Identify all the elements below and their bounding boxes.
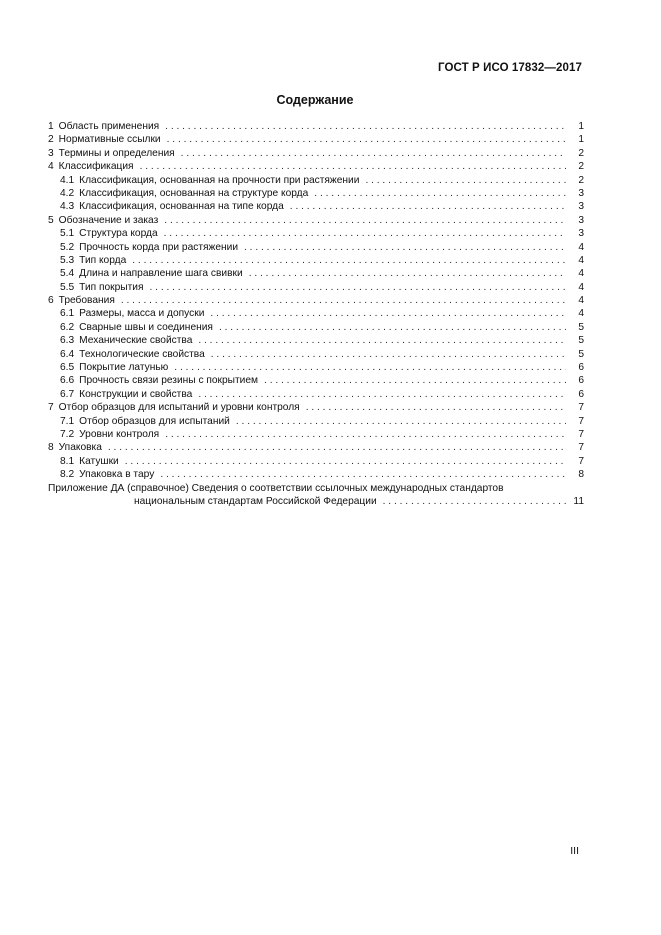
- toc-entry-page: 6: [578, 388, 584, 400]
- toc-entry-page: 6: [578, 362, 584, 374]
- toc-entry-label: Отбор образцов для испытаний: [79, 415, 230, 427]
- toc-entry[interactable]: [48, 187, 584, 200]
- table-of-contents: [48, 120, 584, 508]
- toc-entry-number: 6.3: [60, 335, 75, 347]
- toc-entry-page: 5: [578, 335, 584, 347]
- toc-entry-number: 8.2: [60, 469, 75, 481]
- toc-entry-label: Требования: [58, 295, 115, 307]
- toc-entry-page: 8: [578, 469, 584, 481]
- toc-entry-label: Область применения: [58, 121, 160, 132]
- toc-entry-page: 4: [578, 241, 584, 253]
- toc-entry-number: 8: [48, 442, 54, 454]
- toc-entry-page: 3: [578, 201, 584, 213]
- toc-entry-number: 5.2: [60, 241, 75, 253]
- toc-entry-number: 6.6: [60, 375, 75, 387]
- toc-title: Содержание: [276, 93, 354, 107]
- toc-entry-page: 7: [578, 442, 584, 454]
- toc-leader-dots: [290, 200, 566, 213]
- toc-entry-label: Классификация, основанная на прочности при растяжении: [79, 174, 360, 186]
- toc-entry-page: 1: [578, 134, 584, 146]
- toc-appendix-entry[interactable]: [48, 482, 584, 509]
- toc-entry[interactable]: [48, 227, 584, 240]
- toc-entry-page: 5: [578, 321, 584, 333]
- toc-entry-label: Технологические свойства: [79, 348, 205, 360]
- toc-leader-dots: [219, 321, 566, 334]
- toc-entry-number: 7.1: [60, 415, 75, 427]
- toc-entry-page: 3: [578, 214, 584, 226]
- toc-leader-dots: [165, 120, 566, 133]
- toc-entry[interactable]: [48, 267, 584, 280]
- toc-entry-label: Покрытие латунью: [79, 362, 169, 374]
- toc-entry-label: Отбор образцов для испытаний и уровни контроля: [58, 402, 300, 414]
- toc-entry[interactable]: [48, 388, 584, 401]
- toc-entry-number: 6: [48, 295, 54, 307]
- toc-entry-number: 5.1: [60, 228, 75, 240]
- toc-entry[interactable]: [48, 321, 584, 334]
- toc-entry-page: 3: [578, 228, 584, 240]
- toc-leader-dots: [264, 374, 566, 387]
- toc-entry[interactable]: [48, 428, 584, 441]
- toc-entry-page: 7: [578, 455, 584, 467]
- toc-entry-page: 4: [578, 295, 584, 307]
- toc-appendix-subtitle: национальным стандартам Российской Федерации: [134, 495, 377, 507]
- toc-leader-dots: [314, 187, 566, 200]
- toc-leader-dots: [174, 361, 566, 374]
- toc-leader-dots: [125, 455, 566, 468]
- toc-entry[interactable]: [48, 401, 584, 414]
- toc-leader-dots: [211, 348, 566, 361]
- toc-entry[interactable]: [48, 120, 584, 133]
- toc-entry[interactable]: [48, 241, 584, 254]
- toc-entry-number: 5: [48, 214, 54, 226]
- toc-appendix-title: Приложение ДА (справочное) Сведения о соответствии ссылочных международных стандартов: [48, 482, 504, 494]
- toc-entry-number: 2: [48, 134, 54, 146]
- toc-leader-dots: [198, 334, 566, 347]
- toc-entry[interactable]: [48, 294, 584, 307]
- toc-leader-dots: [383, 495, 566, 508]
- toc-entry-page: 4: [578, 268, 584, 280]
- toc-entry[interactable]: [48, 441, 584, 454]
- toc-leader-dots: [306, 401, 566, 414]
- toc-leader-dots: [132, 254, 566, 267]
- toc-entry-number: 4.2: [60, 187, 75, 199]
- toc-entry-number: 5.3: [60, 254, 75, 266]
- toc-entry[interactable]: [48, 307, 584, 320]
- toc-entry-page: 4: [578, 308, 584, 320]
- toc-leader-dots: [249, 267, 566, 280]
- toc-entry[interactable]: [48, 147, 584, 160]
- toc-leader-dots: [210, 307, 566, 320]
- toc-entry-page: 2: [578, 161, 584, 173]
- toc-entry-page: 5: [578, 348, 584, 360]
- toc-entry-number: 5.5: [60, 281, 75, 293]
- toc-leader-dots: [108, 441, 566, 454]
- toc-entry-page: 4: [578, 281, 584, 293]
- toc-entry-page: 6: [578, 375, 584, 387]
- toc-leader-dots: [164, 214, 566, 227]
- toc-entry[interactable]: [48, 214, 584, 227]
- toc-entry[interactable]: [48, 200, 584, 213]
- toc-entry-label: Длина и направление шага свивки: [79, 268, 243, 280]
- toc-leader-dots: [236, 415, 566, 428]
- toc-entry-label: Катушки: [79, 455, 119, 467]
- toc-leader-dots: [160, 468, 566, 481]
- toc-entry[interactable]: [48, 348, 584, 361]
- toc-leader-dots: [140, 160, 566, 173]
- toc-entry-number: 6.1: [60, 308, 75, 320]
- toc-entry-label: Нормативные ссылки: [58, 134, 161, 146]
- toc-entry-number: 3: [48, 147, 54, 159]
- toc-entry[interactable]: [48, 415, 584, 428]
- toc-entry-number: 4.1: [60, 174, 75, 186]
- toc-entry-label: Тип корда: [79, 254, 127, 266]
- toc-entry[interactable]: [48, 254, 584, 267]
- toc-entry-number: 6.5: [60, 362, 75, 374]
- toc-entry-number: 1: [48, 121, 54, 132]
- toc-leader-dots: [365, 174, 566, 187]
- toc-entry-page: 7: [578, 402, 584, 414]
- toc-entry[interactable]: [48, 174, 584, 187]
- toc-entry-label: Прочность связи резины с покрытием: [79, 375, 259, 387]
- document-header-code: ГОСТ Р ИСО 17832—2017: [437, 62, 582, 74]
- toc-entry[interactable]: [48, 361, 584, 374]
- toc-entry-page: 4: [578, 254, 584, 266]
- toc-leader-dots: [164, 227, 566, 240]
- toc-entry-label: Классификация, основанная на типе корда: [79, 201, 284, 213]
- toc-entry-number: 7.2: [60, 428, 75, 440]
- toc-leader-dots: [198, 388, 566, 401]
- toc-appendix-page: 11: [573, 495, 584, 507]
- toc-entry-label: Термины и определения: [58, 147, 175, 159]
- toc-entry-page: 7: [578, 428, 584, 440]
- toc-entry-number: 8.1: [60, 455, 75, 467]
- toc-entry-page: 2: [578, 147, 584, 159]
- toc-entry-page: 3: [578, 187, 584, 199]
- toc-entry-label: Сварные швы и соединения: [79, 321, 213, 333]
- toc-entry-label: Прочность корда при растяжении: [79, 241, 239, 253]
- toc-entry-label: Обозначение и заказ: [58, 214, 159, 226]
- toc-leader-dots: [165, 428, 566, 441]
- toc-entry[interactable]: [48, 374, 584, 387]
- toc-leader-dots: [167, 133, 566, 146]
- toc-entry-label: Тип покрытия: [79, 281, 144, 293]
- toc-entry-number: 6.7: [60, 388, 75, 400]
- toc-entry-label: Размеры, масса и допуски: [79, 308, 205, 320]
- toc-appendix-continuation: [48, 495, 584, 508]
- toc-entry-page: 2: [578, 174, 584, 186]
- toc-entry[interactable]: [48, 468, 584, 481]
- toc-entry[interactable]: [48, 281, 584, 294]
- toc-entry-label: Упаковка в тару: [79, 469, 155, 481]
- toc-leader-dots: [150, 281, 567, 294]
- toc-entry-number: 4: [48, 161, 54, 173]
- toc-entry[interactable]: [48, 334, 584, 347]
- toc-entry-label: Классификация, основанная на структуре корда: [79, 187, 309, 199]
- toc-leader-dots: [121, 294, 566, 307]
- toc-entry-number: 6.2: [60, 321, 75, 333]
- page-number: III: [570, 845, 579, 857]
- toc-entry-label: Классификация: [58, 161, 134, 173]
- toc-leader-dots: [244, 241, 566, 254]
- toc-entry[interactable]: [48, 133, 584, 146]
- toc-entry-number: 5.4: [60, 268, 75, 280]
- toc-entry-page: 1: [578, 121, 584, 132]
- toc-entry-label: Конструкции и свойства: [79, 388, 193, 400]
- toc-entry[interactable]: [48, 455, 584, 468]
- toc-entry-number: 6.4: [60, 348, 75, 360]
- toc-entry-page: 7: [578, 415, 584, 427]
- toc-entry-label: Структура корда: [79, 228, 158, 240]
- toc-entry-label: Механические свойства: [79, 335, 193, 347]
- toc-entry[interactable]: [48, 160, 584, 173]
- toc-entry-number: 4.3: [60, 201, 75, 213]
- toc-leader-dots: [181, 147, 566, 160]
- toc-entry-number: 7: [48, 402, 54, 414]
- toc-entry-label: Упаковка: [58, 442, 102, 454]
- toc-entry-label: Уровни контроля: [79, 428, 160, 440]
